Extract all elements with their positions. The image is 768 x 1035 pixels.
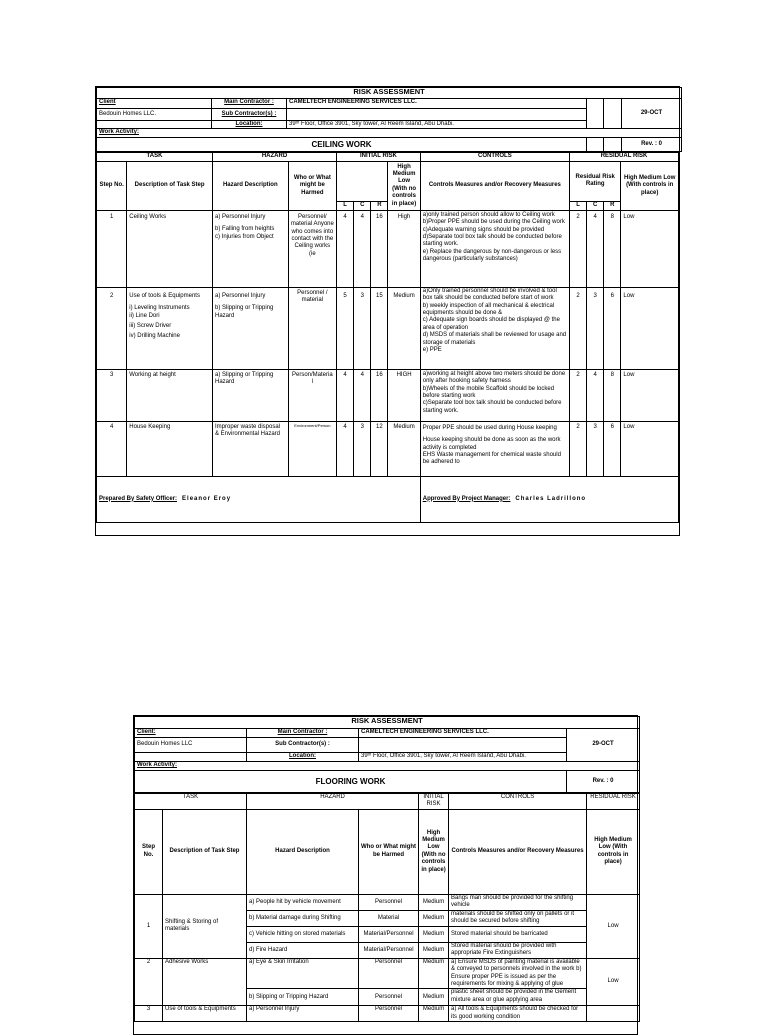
controls-measures-header: Controls Measures and/or Recovery Measures xyxy=(449,809,587,894)
step-number: 1 xyxy=(135,894,163,958)
residual-consequence: 4 xyxy=(587,369,604,421)
residual-consequence: 4 xyxy=(587,210,604,287)
sub-contractor-label: Sub Contractor(s) : xyxy=(247,738,359,753)
residual-likelihood: 2 xyxy=(570,369,587,421)
consequence: 3 xyxy=(354,421,371,476)
signature-row xyxy=(97,476,679,522)
initial-risk-header: INITIAL RISK xyxy=(337,153,421,161)
residual-rating: Low xyxy=(621,421,679,476)
table-row xyxy=(97,210,679,287)
residual-likelihood: 2 xyxy=(570,287,587,369)
step-no-header: Step No. xyxy=(97,161,127,210)
l-header: L xyxy=(337,201,354,210)
location-label: Location: xyxy=(247,753,359,762)
residual-likelihood: 2 xyxy=(570,210,587,287)
date: 29-OCT xyxy=(567,729,640,762)
who-harmed: Material/Personnel xyxy=(359,942,419,958)
hazard-description: d) Fire Hazard xyxy=(247,942,359,958)
location-value: 39ᵗʰ Floor, Office 3901, Sky tower, Al Reem Island, Abu Dhabi. xyxy=(287,121,587,129)
initial-rating: HIGH xyxy=(388,369,420,421)
description-header: Description of Task Step xyxy=(163,809,247,894)
risk-score: 16 xyxy=(371,369,388,421)
initial-rating: High xyxy=(388,210,420,287)
who-harmed: Personnel xyxy=(359,1006,419,1022)
task-header: TASK xyxy=(97,153,213,161)
hazard-description-header: Hazard Description xyxy=(212,161,288,210)
step-number: 4 xyxy=(97,421,127,476)
consequence: 4 xyxy=(354,369,371,421)
who-harmed: Personnel xyxy=(359,894,419,910)
likelihood: 4 xyxy=(337,369,354,421)
control-measures: a) Ensure MSDS of painting material is available & conveyed to personnels involved in the work b) Ensure proper PPE is issued as per the requirements for mixing & applying of glue xyxy=(449,958,587,989)
task-description: Use of tools & Equipments i) Leveling Instruments ii) Line Dori iii) Screw Driver iv) Drilling Machine xyxy=(127,287,213,369)
likelihood: 4 xyxy=(337,421,354,476)
residual-score: 8 xyxy=(604,210,621,287)
task-description: House Keeping xyxy=(127,421,213,476)
c-header: C xyxy=(354,201,371,210)
hazard-description: a) People hit by vehicle movement xyxy=(247,894,359,910)
work-activity-label: Work Activity: xyxy=(97,129,682,138)
initial-risk-header: INITIAL RISK xyxy=(419,794,449,810)
main-contractor-value: CAMELTECH ENGINEERING SERVICES LLC. xyxy=(287,99,587,109)
likelihood: 4 xyxy=(337,210,354,287)
work-title: FLOORING WORK xyxy=(135,771,567,793)
residual-rating: Low xyxy=(621,369,679,421)
table-row xyxy=(97,369,679,421)
residual-hml-header: High Medium Low (With controls in place) xyxy=(587,809,640,894)
residual-likelihood: 2 xyxy=(570,421,587,476)
residual-rating: Low xyxy=(621,210,679,287)
table-row xyxy=(97,287,679,369)
residual-rating-header: Residual Risk Rating xyxy=(570,161,621,201)
step-no-header: Step No. xyxy=(135,809,163,894)
date: 29-OCT xyxy=(622,99,682,129)
description-header: Description of Task Step xyxy=(127,161,213,210)
control-measures: a)only trained person should allow to Ceiling work b)Proper PPE should be used during the Ceiling work c)Adequate warning signs should be provided d)Separate tool box talk should be conducted before starting work. e) Replace the dangerous by non-dangerous or less dangerous (particularly substances) xyxy=(420,210,569,287)
client-label: Client xyxy=(97,99,212,109)
who-harmed: Environment/Person xyxy=(288,421,336,476)
who-harmed-header: Who or What might be Harmed xyxy=(288,161,336,210)
residual-consequence: 3 xyxy=(587,421,604,476)
residual-c-header: C xyxy=(587,201,604,210)
hazard-description: b) Slipping or Tripping Hazard xyxy=(247,989,359,1006)
control-measures: Bangs man should be provided for the shifting vehicle xyxy=(449,894,587,910)
initial-rating: Medium xyxy=(419,894,449,910)
hazard-description: c) Vehicle hitting on stored materials xyxy=(247,926,359,942)
who-harmed: Personnel / material xyxy=(288,287,336,369)
control-measures: Stored material should be barricated xyxy=(449,926,587,942)
hazard-description: a) Personnel Injury xyxy=(247,1006,359,1022)
main-contractor-label: Main Contractor : xyxy=(247,729,359,738)
step-number: 3 xyxy=(135,1006,163,1022)
r-header: R xyxy=(371,201,388,210)
table-row xyxy=(135,894,640,910)
control-measures: Stored material should be provided with appropriate Fire Extinguishers xyxy=(449,942,587,958)
hazard-description: a) Personnel Injury b) Slipping or Tripping Hazard xyxy=(212,287,288,369)
initial-rating: Medium xyxy=(419,910,449,926)
residual-score: 6 xyxy=(604,287,621,369)
client-value: Bedouin Homes LLC xyxy=(135,738,247,753)
table-row xyxy=(135,958,640,989)
work-activity-label: Work Activity: xyxy=(135,762,640,771)
prepared-by-name: Eleanor Eroy xyxy=(182,495,232,502)
prepared-by xyxy=(97,476,421,522)
main-contractor-value: CAMELTECH ENGINEERING SERVICES LLC. xyxy=(359,729,567,738)
initial-rating: Medium xyxy=(419,1006,449,1022)
residual-r-header: R xyxy=(604,201,621,210)
residual-score: 6 xyxy=(604,421,621,476)
revision: Rev. : 0 xyxy=(622,138,682,152)
control-measures: a) All tools & Equipments should be checked for its good working condition xyxy=(449,1006,587,1022)
task-description: Adhesive Works xyxy=(163,958,247,1006)
initial-rating-header: High Medium Low (With no controls in place) xyxy=(388,161,420,210)
residual-rating xyxy=(587,1006,640,1022)
consequence: 3 xyxy=(354,287,371,369)
ceiling-header-table xyxy=(96,87,682,152)
likelihood: 5 xyxy=(337,287,354,369)
controls-header: CONTROLS xyxy=(449,794,587,810)
residual-hml-header: High Medium Low (With controls in place) xyxy=(621,161,679,210)
residual-risk-header: RESIDUAL RISK xyxy=(587,794,640,810)
approved-by-label: Approved By Project Manager: xyxy=(422,495,511,502)
who-harmed: Personnel/ material Anyone who comes into contact with the Ceiling works (ie xyxy=(288,210,336,287)
residual-l-header: L xyxy=(570,201,587,210)
table-row xyxy=(97,421,679,476)
prepared-by-label: Prepared By Safety Officer: xyxy=(99,495,178,502)
table-row xyxy=(135,1006,640,1022)
flooring-risk-table xyxy=(134,793,640,1022)
who-harmed: Material/Personnel xyxy=(359,926,419,942)
residual-score: 8 xyxy=(604,369,621,421)
hazard-description: a) Personnel Injury b) Falling from heights c) Injuries from Object xyxy=(212,210,288,287)
control-measures: plastic sheet should be provided in the Gement mixture area or glue applying area xyxy=(449,989,587,1006)
who-harmed: Personnel xyxy=(359,989,419,1006)
risk-score: 15 xyxy=(371,287,388,369)
ceiling-risk-table xyxy=(96,152,679,522)
initial-rating: Medium xyxy=(419,926,449,942)
task-description: Ceiling Works xyxy=(127,210,213,287)
control-measures: a)Only trained personnel should be involved & tool box talk should be conducted before start of work b) weekly inspection of all mechanical & electrical equipments should be done & c) Adequate sign boards should be displayed @ the area of operation d) MSDS of materials shall be reviewed for usage and storage of materials e) PPE xyxy=(420,287,569,369)
location-value: 39ᵗʰ Floor, Office 3901, Sky tower, Al Reem Island, Abu Dhabi. xyxy=(359,753,567,762)
risk-score: 12 xyxy=(371,421,388,476)
control-measures: a)working at height above two meters should be done only after hooking safety harness b)Wheels of the mobile Scaffold should be locked before starting work c)Separate tool box talk should be conducted before starting work. xyxy=(420,369,569,421)
step-number: 1 xyxy=(97,210,127,287)
initial-rating: Medium xyxy=(419,989,449,1006)
who-harmed: Person/Materia l xyxy=(288,369,336,421)
client-label: Client: xyxy=(135,729,247,738)
residual-rating: Low xyxy=(587,894,640,958)
initial-rating: Medium xyxy=(388,421,420,476)
who-harmed: Material xyxy=(359,910,419,926)
location-label: Location: xyxy=(212,121,287,129)
client-value: Bedouin Homes LLC. xyxy=(97,109,212,121)
residual-rating: Low xyxy=(621,287,679,369)
hazard-header: HAZARD xyxy=(247,794,419,810)
consequence: 4 xyxy=(354,210,371,287)
who-harmed-header: Who or What might be Harmed xyxy=(359,809,419,894)
residual-risk-header: RESIDUAL RISK xyxy=(570,153,679,161)
initial-rating: Medium xyxy=(388,287,420,369)
risk-assessment-flooring-sheet xyxy=(133,715,638,1035)
approved-by-name: Charles Ladrillono xyxy=(515,495,587,502)
step-number: 2 xyxy=(135,958,163,1006)
task-description: Working at height xyxy=(127,369,213,421)
sub-contractor-label: Sub Contractor(s) : xyxy=(212,109,287,121)
controls-header: CONTROLS xyxy=(420,153,569,161)
task-header: TASK xyxy=(135,794,247,810)
initial-rating-header: High Medium Low (With no controls in place) xyxy=(419,809,449,894)
flooring-header-table xyxy=(134,716,640,793)
controls-measures-header: Controls Measures and/or Recovery Measures xyxy=(420,161,569,210)
initial-rating: Medium xyxy=(419,958,449,989)
step-number: 2 xyxy=(97,287,127,369)
who-harmed: Personnel xyxy=(359,958,419,989)
approved-by xyxy=(420,476,678,522)
step-number: 3 xyxy=(97,369,127,421)
hazard-header: HAZARD xyxy=(212,153,336,161)
residual-consequence: 3 xyxy=(587,287,604,369)
initial-rating: Medium xyxy=(419,942,449,958)
hazard-description: a) Eye & Skin Irritation xyxy=(247,958,359,989)
risk-score: 16 xyxy=(371,210,388,287)
sheet-title: RISK ASSESSMENT xyxy=(135,717,640,729)
revision: Rev. : 0 xyxy=(567,771,640,793)
hazard-description: a) Slipping or Tripping Hazard xyxy=(212,369,288,421)
hazard-description: b) Material damage during Shifting xyxy=(247,910,359,926)
hazard-description: Improper waste disposal & Environmental Hazard xyxy=(212,421,288,476)
risk-assessment-ceiling-sheet xyxy=(95,86,680,536)
control-measures: Proper PPE should be used during House keeping House keeping should be done as soon as the work activity is completed EHS Waste management for chemical waste should be adhered to xyxy=(420,421,569,476)
hazard-description-header: Hazard Description xyxy=(247,809,359,894)
residual-rating: Low xyxy=(587,958,640,1006)
control-measures: materials should be shifted only on pallets or it should be secured before shifting xyxy=(449,910,587,926)
sheet-title: RISK ASSESSMENT xyxy=(97,88,682,99)
main-contractor-label: Main Contractor : xyxy=(212,99,287,109)
work-title: CEILING WORK xyxy=(97,138,587,152)
task-description: Use of tools & Equipments xyxy=(163,1006,247,1022)
task-description: Shifting & Storing of materials xyxy=(163,894,247,958)
